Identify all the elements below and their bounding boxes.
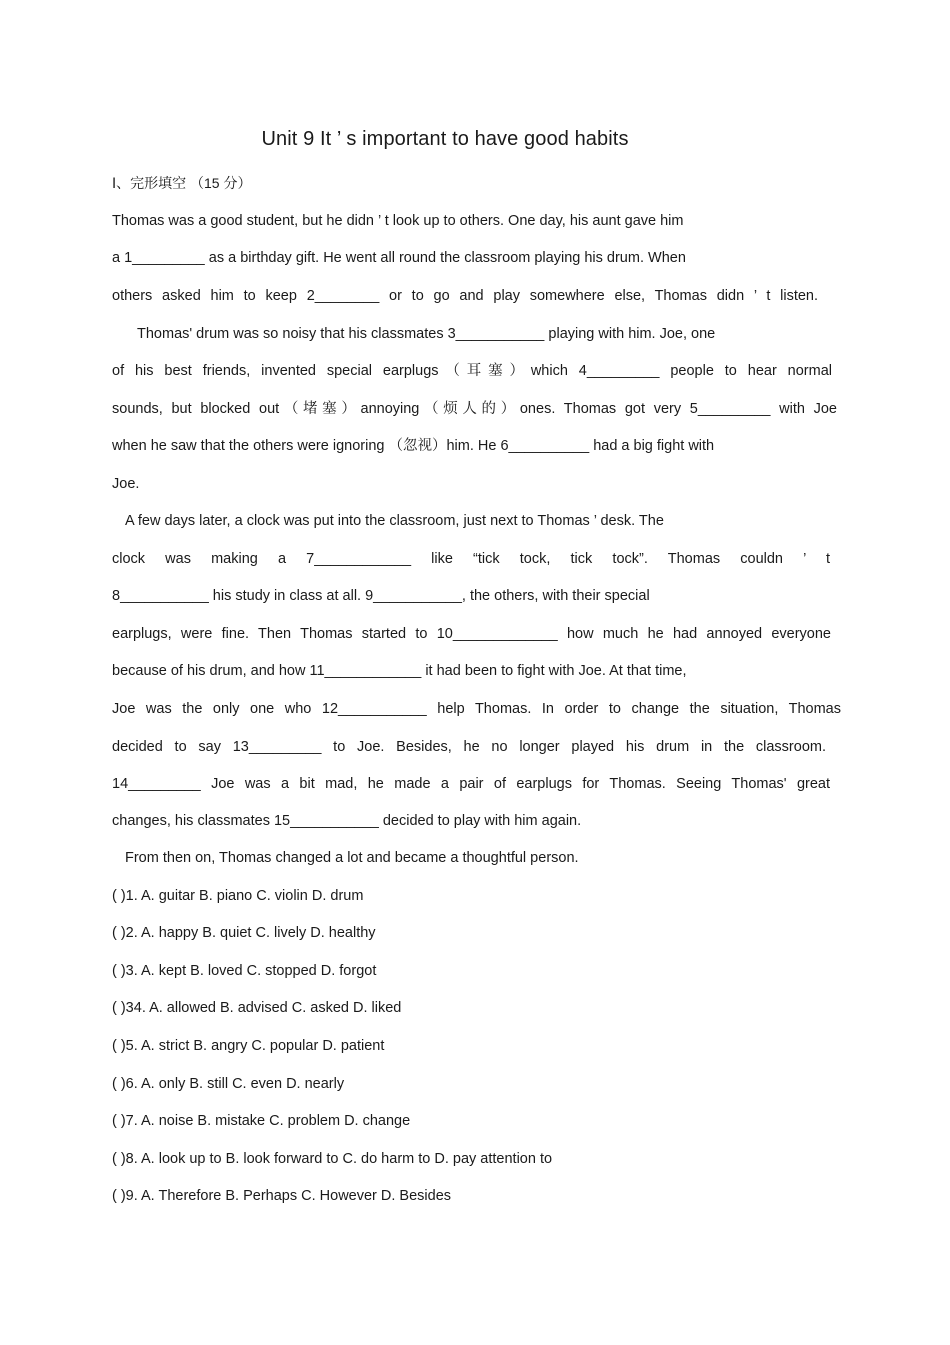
question-item: ( )7. A. noise B. mistake C. problem D. change — [112, 1113, 411, 1129]
passage-line: From then on, Thomas changed a lot and became a thoughtful person. — [125, 850, 579, 866]
passage-line: a 1_________ as a birthday gift. He went all round the classroom playing his drum. When — [112, 250, 686, 266]
passage-line: Joe was the only one who 12___________ help Thomas. In order to change the situation, Thomas — [112, 701, 841, 717]
passage-line: Joe. — [112, 476, 140, 492]
question-item: ( )34. A. allowed B. advised C. asked D. liked — [112, 1000, 402, 1016]
passage-line: clock was making a 7____________ like “tick tock, tick tock”. Thomas couldn ’ t — [112, 551, 830, 567]
question-item: ( )5. A. strict B. angry C. popular D. patient — [112, 1038, 385, 1054]
question-item: ( )3. A. kept B. loved C. stopped D. forgot — [112, 963, 377, 979]
passage-line: sounds, but blocked out（堵塞）annoying（烦人的）ones. Thomas got very 5_________ with Joe — [112, 401, 837, 417]
passage-line: 8___________ his study in class at all. 9___________, the others, with their special — [112, 588, 650, 604]
passage-line: A few days later, a clock was put into the classroom, just next to Thomas ’ desk. The — [125, 513, 664, 529]
passage-line: earplugs, were fine. Then Thomas started to 10_____________ how much he had annoyed everyone — [112, 626, 831, 642]
passage-line: Thomas' drum was so noisy that his classmates 3___________ playing with him. Joe, one — [137, 326, 716, 342]
section-heading: Ⅰ、完形填空 （15 分） — [112, 175, 252, 191]
passage-line: Thomas was a good student, but he didn ’ t look up to others. One day, his aunt gave him — [112, 213, 684, 229]
question-item: ( )8. A. look up to B. look forward to C. do harm to D. pay attention to — [112, 1151, 553, 1167]
passage-line: others asked him to keep 2________ or to go and play somewhere else, Thomas didn ’ t listen. — [112, 288, 818, 304]
question-item: ( )6. A. only B. still C. even D. nearly — [112, 1076, 345, 1092]
passage-line: changes, his classmates 15___________ decided to play with him again. — [112, 813, 582, 829]
passage-line: because of his drum, and how 11____________ it had been to fight with Joe. At that time, — [112, 663, 687, 679]
passage-line: of his best friends, invented special earplugs（耳塞）which 4_________ people to hear normal — [112, 363, 832, 379]
passage-line: 14_________ Joe was a bit mad, he made a pair of earplugs for Thomas. Seeing Thomas' great — [112, 776, 830, 792]
passage-line: when he saw that the others were ignoring （忽视）him. He 6__________ had a big fight with — [112, 438, 715, 454]
passage-line: decided to say 13_________ to Joe. Besides, he no longer played his drum in the classroom. — [112, 739, 826, 755]
question-item: ( )1. A. guitar B. piano C. violin D. drum — [112, 888, 364, 904]
question-item: ( )2. A. happy B. quiet C. lively D. healthy — [112, 925, 376, 941]
page-title: Unit 9 It ’ s important to have good habits — [261, 128, 629, 150]
question-item: ( )9. A. Therefore B. Perhaps C. However D. Besides — [112, 1188, 452, 1204]
